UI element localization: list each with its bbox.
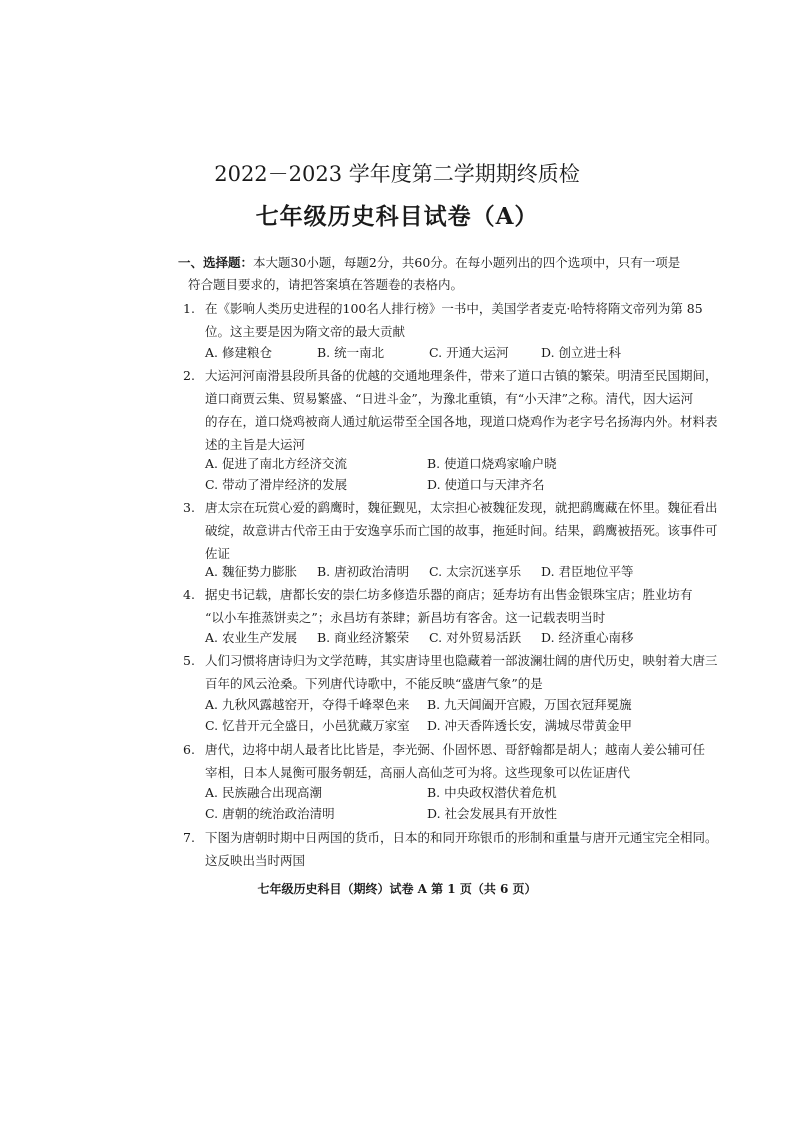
option-a[interactable]: A. 民族融合出现高潮 bbox=[205, 785, 322, 800]
question-stem-line: 唐代，边将中胡人最者比比皆是，李光弼、仆固怀恩、哥舒翰都是胡人；越南人姜公辅可任 bbox=[205, 742, 706, 757]
question-3-options bbox=[205, 562, 705, 580]
option-b[interactable]: B. 唐初政治清明 bbox=[317, 564, 410, 579]
option-d[interactable]: D. 社会发展具有开放性 bbox=[427, 806, 558, 821]
option-d[interactable]: D. 使道口与天津齐名 bbox=[427, 477, 545, 492]
question-stem-line: 在《影响人类历史进程的100名人排行榜》一书中，美国学者麦克·哈特将隋文帝列为第 85 bbox=[205, 301, 703, 316]
question-5 bbox=[183, 649, 718, 695]
section-instructions bbox=[178, 252, 698, 296]
question-4-options bbox=[205, 628, 705, 646]
option-c[interactable]: C. 太宗沉迷享乐 bbox=[429, 564, 522, 579]
option-b[interactable]: B. 九天阊阖开宫殿，万国衣冠拜冕旒 bbox=[427, 697, 632, 712]
question-stem-line: 下图为唐朝时期中日两国的货币，日本的和同开珎银币的形制和重量与唐开元通宝完全相同。 bbox=[205, 830, 718, 845]
question-stem-line: 道口商贾云集、贸易繁盛、“日进斗金”，为豫北重镇，有“小天津”之称。清代，因大运河 bbox=[205, 391, 694, 406]
question-2-options bbox=[205, 454, 705, 472]
question-stem-line: 据史书记载，唐都长安的崇仁坊多修造乐器的商店；延寿坊有出售金银珠宝店；胜业坊有 bbox=[205, 587, 693, 602]
question-3 bbox=[183, 496, 718, 565]
question-stem-line: 人们习惯将唐诗归为文学范畴，其实唐诗里也隐藏着一部波澜壮阔的唐代历史，映射着大唐三 bbox=[205, 653, 718, 668]
exam-term-title: 2022－2023 学年度第二学期期终质检 bbox=[214, 162, 580, 186]
question-stem-line: 大运河河南滑县段所具备的优越的交通地理条件，带来了道口古镇的繁荣。明清至民国期间， bbox=[205, 368, 718, 383]
option-b[interactable]: B. 商业经济繁荣 bbox=[317, 630, 410, 645]
question-stem-line: 述的主旨是大运河 bbox=[205, 437, 306, 452]
question-stem-line: 唐太宗在玩赏心爱的鹞鹰时，魏征觐见，太宗担心被魏征发现，就把鹞鹰藏在怀里。魏征看出 bbox=[205, 500, 718, 515]
option-d[interactable]: D. 冲天香阵透长安，满城尽带黄金甲 bbox=[427, 718, 633, 733]
question-4 bbox=[183, 583, 693, 629]
question-stem-line: 百年的风云沧桑。下列唐代诗歌中，不能反映“盛唐气象”的是 bbox=[205, 676, 543, 691]
question-number: 4. bbox=[183, 587, 195, 602]
question-stem-line: 破绽，故意讲古代帝王由于安逸享乐而亡国的故事，拖延时间。结果，鹞鹰被捂死。该事件可 bbox=[205, 523, 718, 538]
question-number: 2. bbox=[183, 368, 195, 383]
option-c[interactable]: C. 唐朝的统治政治清明 bbox=[205, 806, 335, 821]
question-1-options bbox=[205, 343, 705, 361]
option-d[interactable]: D. 经济重心南移 bbox=[541, 630, 634, 645]
option-a[interactable]: A. 农业生产发展 bbox=[205, 630, 297, 645]
question-stem-line: 的存在，道口烧鸡被商人通过航运带至全国各地，现道口烧鸡作为老字号名扬海内外。材料表 bbox=[205, 414, 718, 429]
question-5-options bbox=[205, 695, 705, 713]
question-number: 5. bbox=[183, 653, 195, 668]
question-2-options-row2 bbox=[205, 475, 705, 493]
exam-subject-title: 七年级历史科目试卷（A） bbox=[255, 203, 539, 230]
question-stem-line: 位。这主要是因为隋文帝的最大贡献 bbox=[205, 324, 406, 339]
option-c[interactable]: C. 开通大运河 bbox=[429, 345, 509, 360]
question-2 bbox=[183, 364, 718, 456]
question-number: 3. bbox=[183, 500, 195, 515]
question-7 bbox=[183, 826, 718, 872]
question-number: 6. bbox=[183, 742, 195, 757]
question-number: 1. bbox=[183, 301, 195, 316]
option-c[interactable]: C. 带动了滑岸经济的发展 bbox=[205, 477, 348, 492]
section-heading: 一、选择题： bbox=[178, 255, 254, 270]
option-b[interactable]: B. 统一南北 bbox=[317, 345, 385, 360]
question-1 bbox=[183, 297, 703, 343]
question-6-options-row2 bbox=[205, 804, 705, 822]
option-a[interactable]: A. 促进了南北方经济交流 bbox=[205, 456, 347, 471]
page-footer: 七年级历史科目（期终）试卷 A 第 1 页（共 6 页） bbox=[257, 882, 537, 896]
option-c[interactable]: C. 忆昔开元全盛日，小邑犹藏万家室 bbox=[205, 718, 410, 733]
question-6 bbox=[183, 738, 706, 784]
option-c[interactable]: C. 对外贸易活跃 bbox=[429, 630, 522, 645]
option-a[interactable]: A. 魏征势力膨胀 bbox=[205, 564, 297, 579]
option-d[interactable]: D. 创立进士科 bbox=[541, 345, 622, 360]
question-stem-line: “以小车推蒸饼卖之”；永昌坊有茶肆；新昌坊有客舍。这一记载表明当时 bbox=[205, 610, 606, 625]
option-b[interactable]: B. 中央政权潜伏着危机 bbox=[427, 785, 557, 800]
option-b[interactable]: B. 使道口烧鸡家喻户晓 bbox=[427, 456, 557, 471]
question-stem-line: 这反映出当时两国 bbox=[205, 853, 306, 868]
question-stem-line: 宰相，日本人晁衡可服务朝廷，高丽人高仙芝可为将。这些现象可以佐证唐代 bbox=[205, 765, 631, 780]
section-instruction-line1: 本大题30小题，每题2分，共60分。在每小题列出的四个选项中，只有一项是 bbox=[253, 255, 681, 270]
option-a[interactable]: A. 修建粮仓 bbox=[205, 345, 272, 360]
question-6-options bbox=[205, 783, 705, 801]
option-d[interactable]: D. 君臣地位平等 bbox=[541, 564, 634, 579]
question-stem-line: 佐证 bbox=[205, 546, 231, 561]
question-5-options-row2 bbox=[205, 716, 705, 734]
section-instruction-line2: 符合题目要求的，请把答案填在答题卷的表格内。 bbox=[188, 277, 464, 292]
option-a[interactable]: A. 九秋风露越窑开，夺得千峰翠色来 bbox=[205, 697, 410, 712]
question-number: 7. bbox=[183, 830, 195, 845]
